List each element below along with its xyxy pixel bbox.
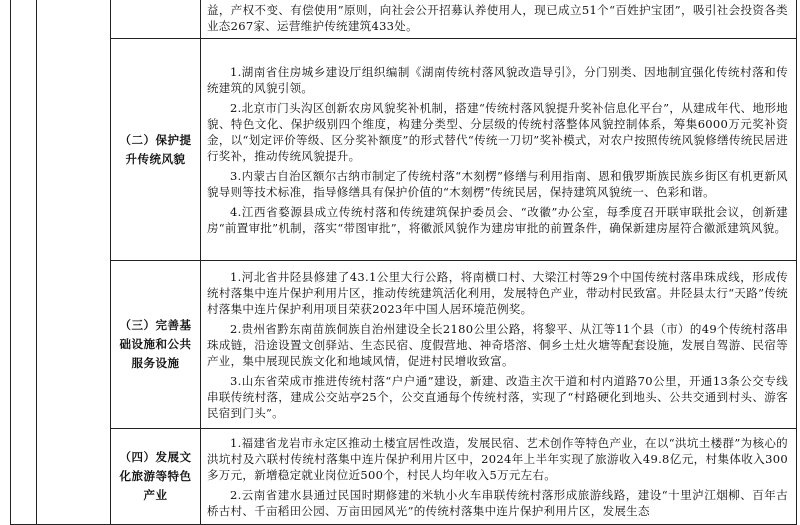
content-cell [201, 429, 797, 525]
content-cell [201, 0, 797, 39]
list-item: 2.贵州省黔东南苗族侗族自治州建设全长2180公里公路，将黎平、从江等11个县（市）的49个传统村落串珠成链，沿途设置文创驿站、生态民宿、度假营地、神奇塔溶、侗乡土灶火塘等配套设施，发展自驾游、民宿等产业，集中展现民族文化和地域风情，促进村民增收致富。 [207, 321, 788, 368]
category-label: （四）发展文化旅游等特色产业 [111, 429, 201, 525]
content-cell [201, 39, 797, 261]
list-item: 1.河北省井陉县修建了43.1公里大行公路，将南横口村、大梁江村等29个中国传统村落串珠成线，形成传统村落集中连片保护利用片区，推动传统建筑活化利用，发展特色产业，带动村民致富。井陉县太行“天路”传统村落集中连片保护利用项目荣获2023年中国人居环境范例奖。 [207, 269, 788, 316]
policy-table [10, 0, 797, 525]
content-cell [201, 261, 797, 429]
list-item: 2.云南省建水县通过民国时期修建的米轨小火车串联传统村落形成旅游线路，建设“十里泸江烟柳、百年古桥古村、千亩稻田公园、万亩田园风光”的传统村落集中连片保护利用片区，发展生态 [207, 487, 788, 518]
table-row [11, 261, 797, 429]
table-row [11, 39, 797, 261]
list-item: 2.北京市门头沟区创新农房风貌奖补机制，搭建“传统村落风貌提升奖补信息化平台”，从建成年代、地形地貌、特色文化、保护级别四个维度，构建分类型、分层级的传统村落整体风貌控制体系，筹集6000万元奖补资金，以“划定评价等级、区分奖补额度”的形式替代“传统一刀切”奖补模式，对农户按照传统风貌修缮传统民居进行奖补，推动传统风貌提升。 [207, 100, 788, 163]
category-label: （二）保护提升传统风貌 [111, 39, 201, 261]
table-row [11, 0, 797, 39]
group-cell [37, 0, 111, 525]
category-cell [111, 0, 201, 39]
list-item: 1.福建省龙岩市永定区推动土楼宜居性改造，发展民宿、艺术创作等特色产业，在以“洪坑土楼群”为核心的洪坑村及六联村传统村落集中连片保护利用片区中，2024年上半年实现了旅游收入49.8亿元，村集体收入300多万元，新增稳定就业岗位近500个，村民人均年收入5万元左右。 [207, 435, 788, 482]
category-label: （三）完善基础设施和公共服务设施 [111, 261, 201, 429]
list-item: 益，产权不变、有偿使用”原则，向社会公开招募认养使用人，现已成立51个“百姓护宝团”，吸引社会投资各类业态267家、运营维护传统建筑433处。 [207, 2, 788, 33]
table-row [11, 429, 797, 525]
list-item: 1.湖南省住房城乡建设厅组织编制《湖南传统村落风貌改造导引》，分门别类、因地制宜强化传统村落和传统建筑的风貌引领。 [207, 64, 788, 95]
list-item: 4.江西省婺源县成立传统村落和传统建筑保护委员会、“改徽”办公室，每季度召开联审联批会议，创新建房“前置审批”机制，落实“带图审批”，将徽派风貌作为建房审批的前置条件，确保新建房屋符合徽派建筑风貌。 [207, 204, 788, 235]
index-cell [11, 0, 37, 525]
list-item: 3.山东省荣成市推进传统村落“户户通”建设，新建、改造主次干道和村内道路70公里，开通13条公交专线串联传统村落，建成公交站亭25个，公交直通每个传统村落，实现了“村路硬化到地头、公共交通到村头、游客民宿到门头”。 [207, 373, 788, 420]
list-item: 3.内蒙古自治区额尔古纳市制定了传统村落“木刻楞”修缮与利用指南、恩和俄罗斯族民族乡街区有机更新风貌导则等技术标准，指导修缮具有保护价值的“木刻楞”传统民居，保持建筑风貌统一、色彩和谐。 [207, 168, 788, 199]
